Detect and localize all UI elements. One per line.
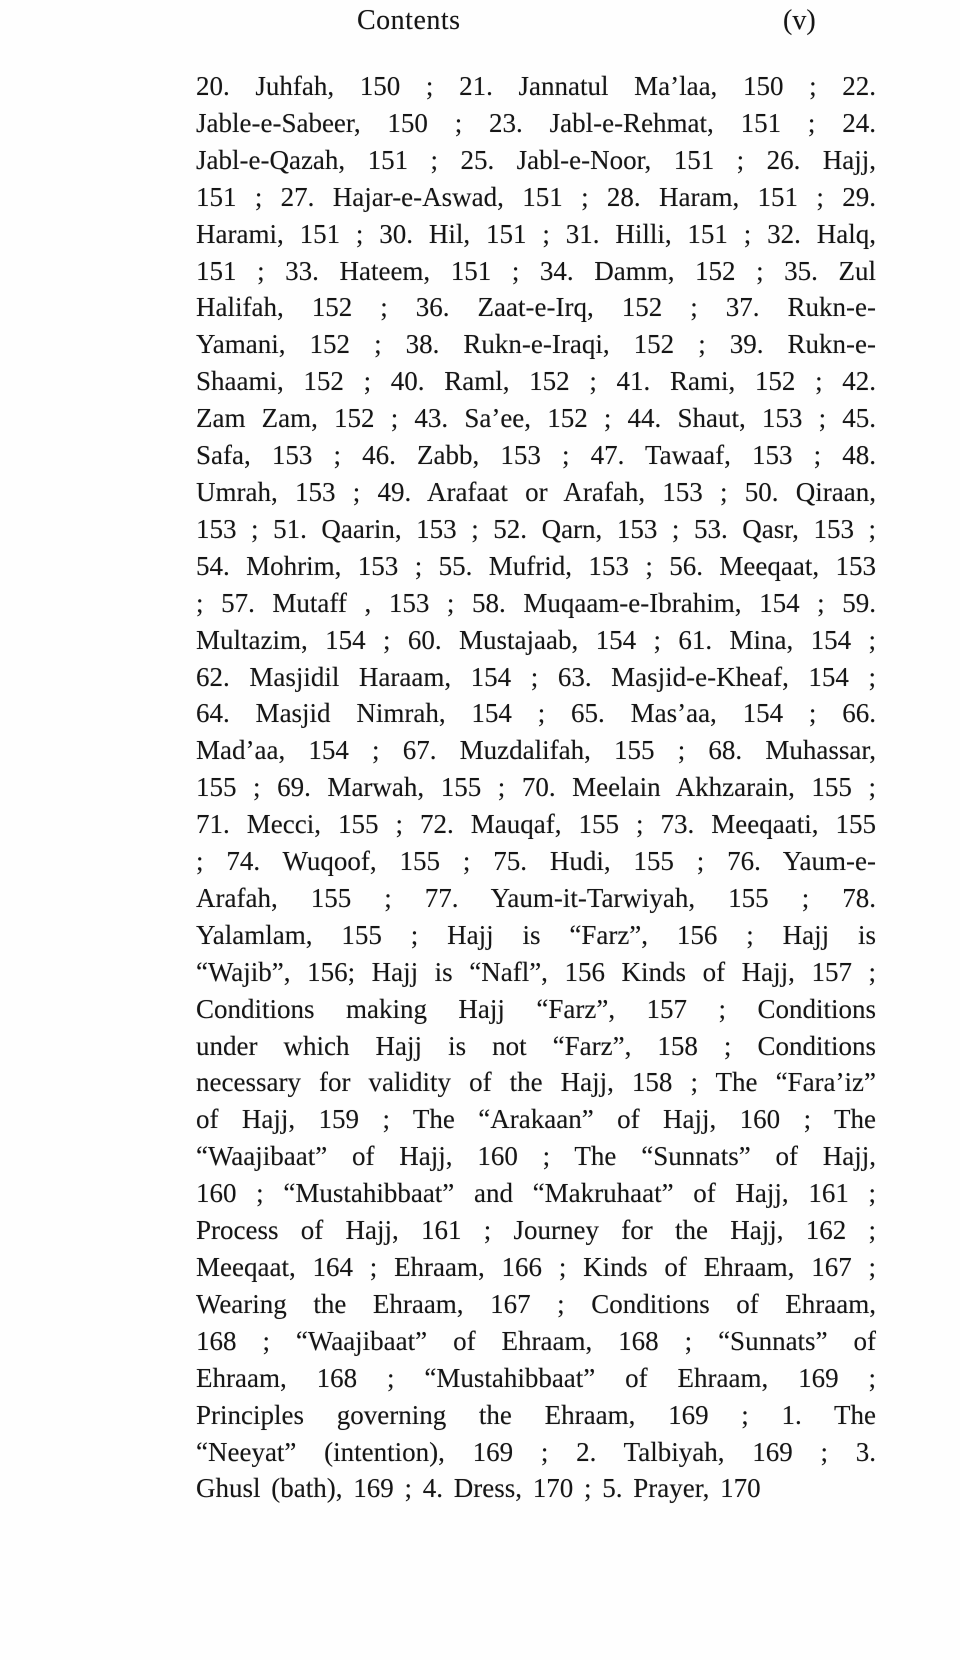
contents-line: 153 ; 51. Qaarin, 153 ; 52. Qarn, 153 ; 53. Qasr, 153 ; [196,513,876,544]
contents-line: Jabl-e-Qazah, 151 ; 25. Jabl-e-Noor, 151 ; 26. Hajj, [196,144,876,175]
contents-line: 71. Mecci, 155 ; 72. Mauqaf, 155 ; 73. Meeqaati, 155 [196,809,876,840]
contents-line: Halifah, 152 ; 36. Zaat-e-Irq, 152 ; 37. Rukn-e- [196,292,876,323]
contents-line: 151 ; 33. Hateem, 151 ; 34. Damm, 152 ; 35. Zul [196,255,876,286]
contents-line: Conditions making Hajj “Farz”, 157 ; Conditions [196,993,876,1024]
contents-heading: Contents [357,5,461,36]
contents-line: Principles governing the Ehraam, 169 ; 1. The [196,1399,876,1430]
contents-line: ; 57. Mutaff , 153 ; 58. Muqaam-e-Ibrahim, 154 ; 59. [196,587,876,618]
contents-line: Ehraam, 168 ; “Mustahibbaat” of Ehraam, 169 ; [196,1362,876,1393]
contents-line: Safa, 153 ; 46. Zabb, 153 ; 47. Tawaaf, 153 ; 48. [196,440,876,471]
contents-line: Shaami, 152 ; 40. Raml, 152 ; 41. Rami, 152 ; 42. [196,366,876,397]
contents-line: 64. Masjid Nimrah, 154 ; 65. Mas’aa, 154 ; 66. [196,698,876,729]
contents-line: necessary for validity of the Hajj, 158 ; The “Fara’iz” [196,1067,876,1098]
contents-line: 20. Juhfah, 150 ; 21. Jannatul Ma’laa, 150 ; 22. [196,71,876,101]
contents-line: Jable-e-Sabeer, 150 ; 23. Jabl-e-Rehmat, 151 ; 24. [196,107,876,138]
contents-line: 62. Masjidil Haraam, 154 ; 63. Masjid-e-Kheaf, 154 ; [196,661,876,692]
contents-line: Process of Hajj, 161 ; Journey for the Hajj, 162 ; [196,1215,876,1246]
contents-line: Yalamlam, 155 ; Hajj is “Farz”, 156 ; Hajj is [196,919,876,950]
contents-line: Umrah, 153 ; 49. Arafaat or Arafah, 153 ; 50. Qiraan, [196,476,876,507]
page-number: (v) [783,5,816,36]
contents-line: Zam Zam, 152 ; 43. Sa’ee, 152 ; 44. Shaut, 153 ; 45. [196,403,876,434]
contents-line: Yamani, 152 ; 38. Rukn-e-Iraqi, 152 ; 39. Rukn-e- [196,329,876,360]
contents-line: 160 ; “Mustahibbaat” and “Makruhaat” of Hajj, 161 ; [196,1178,876,1209]
contents-line: “Wajib”, 156; Hajj is “Nafl”, 156 Kinds of Hajj, 157 ; [196,956,876,987]
contents-line: Wearing the Ehraam, 167 ; Conditions of Ehraam, [196,1288,876,1319]
contents-line: ; 74. Wuqoof, 155 ; 75. Hudi, 155 ; 76. Yaum-e- [196,846,876,877]
contents-line: “Waajibaat” of Hajj, 160 ; The “Sunnats” of Hajj, [196,1141,876,1172]
page-header [0,0,960,50]
contents-line: Arafah, 155 ; 77. Yaum-it-Tarwiyah, 155 ; 78. [196,882,876,913]
contents-line: 151 ; 27. Hajar-e-Aswad, 151 ; 28. Haram, 151 ; 29. [196,181,876,212]
contents-line: 54. Mohrim, 153 ; 55. Mufrid, 153 ; 56. Meeqaat, 153 [196,550,876,581]
contents-line: 155 ; 69. Marwah, 155 ; 70. Meelain Akhzarain, 155 ; [196,772,876,803]
contents-line: Harami, 151 ; 30. Hil, 151 ; 31. Hilli, 151 ; 32. Halq, [196,218,876,249]
contents-line: under which Hajj is not “Farz”, 158 ; Conditions [196,1030,876,1061]
contents-line: Meeqaat, 164 ; Ehraam, 166 ; Kinds of Ehraam, 167 ; [196,1252,876,1282]
contents-line: Multazim, 154 ; 60. Mustajaab, 154 ; 61. Mina, 154 ; [196,624,876,655]
contents-line: “Neeyat” (intention), 169 ; 2. Talbiyah, 169 ; 3. [196,1436,876,1467]
contents-text-block [196,68,876,1507]
contents-line: Ghusl (bath), 169 ; 4. Dress, 170 ; 5. Prayer, 170 [196,1473,761,1504]
contents-line: 168 ; “Waajibaat” of Ehraam, 168 ; “Sunnats” of [196,1325,876,1356]
contents-line: Mad’aa, 154 ; 67. Muzdalifah, 155 ; 68. Muhassar, [196,735,876,766]
contents-line: of Hajj, 159 ; The “Arakaan” of Hajj, 160 ; The [196,1104,876,1135]
